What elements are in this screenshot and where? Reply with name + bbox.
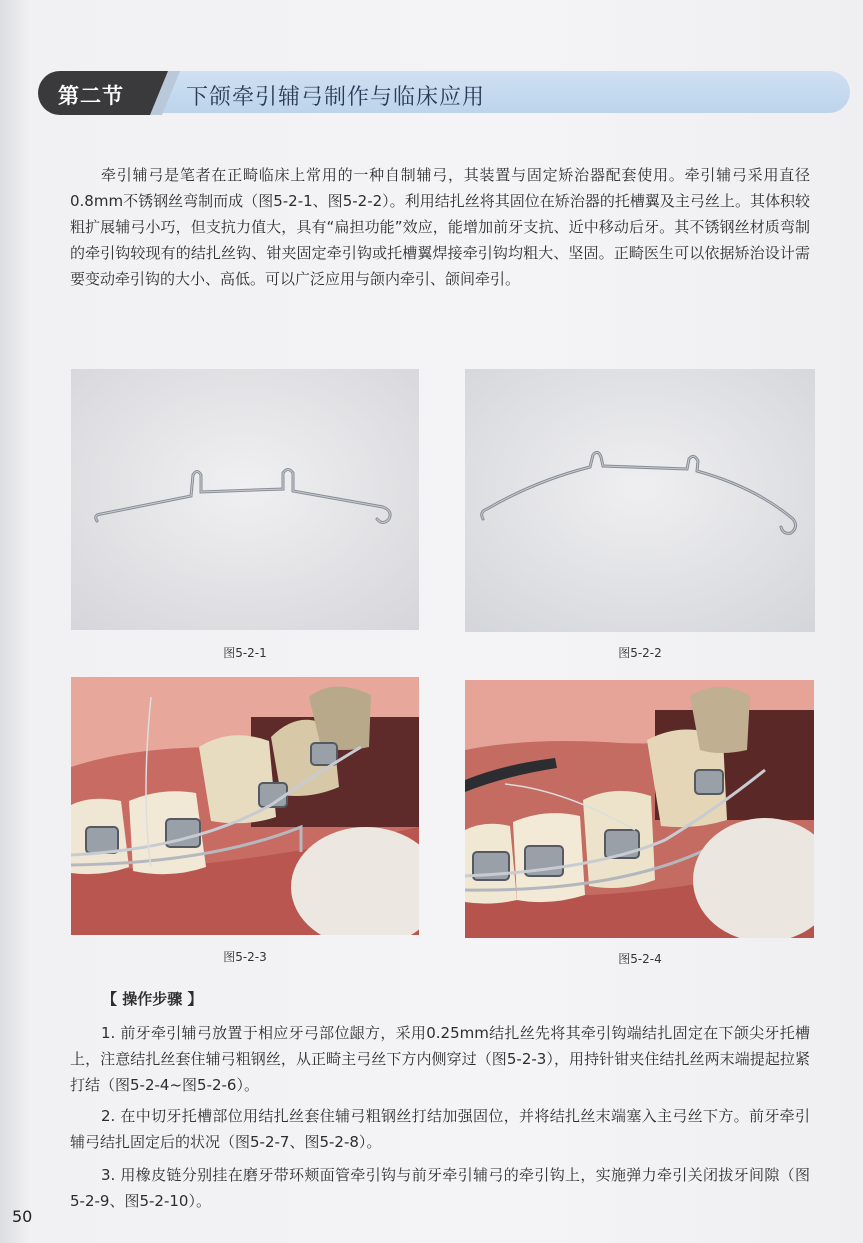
caption-fig-5-2-3: 图5-2-3: [223, 950, 267, 964]
figure-5-2-4-photo: [465, 680, 814, 938]
caption-fig-5-2-1: 图5-2-1: [223, 646, 267, 660]
operation-step-2: 2. 在中切牙托槽部位用结扎丝套住辅弓粗钢丝打结加强固位，并将结扎丝末端塞入主弓丝下方。前牙牵引辅弓结扎固定后的状况（图5-2-7、图5-2-8）。: [70, 1107, 810, 1151]
caption-fig-5-2-4: 图5-2-4: [618, 952, 662, 966]
operation-steps-heading: 【 操作步骤 】: [102, 990, 203, 1008]
figure-5-2-3-photo: [71, 677, 419, 935]
figure-5-2-2-photo: [465, 369, 815, 632]
operation-step-3: 3. 用橡皮链分别挂在磨牙带环颊面管牵引钩与前牙牵引辅弓的牵引钩上，实施弹力牵引关闭拔牙间隙（图5-2-9、图5-2-10）。: [70, 1166, 810, 1210]
section-title: 下颌牵引辅弓制作与临床应用: [186, 85, 486, 110]
page-number: 50: [12, 1207, 33, 1226]
figure-5-2-1-photo: [71, 369, 419, 630]
caption-fig-5-2-2: 图5-2-2: [618, 646, 662, 660]
intro-paragraph: 牵引辅弓是笔者在正畸临床上常用的一种自制辅弓，其装置与固定矫治器配套使用。牵引辅弓采用直径0.8mm不锈钢丝弯制而成（图5-2-1、图5-2-2）。利用结扎丝将其固位在矫治器的托槽翼及主弓丝上。其体积较粗扩展辅弓小巧，但支抗力值大，具有“扁担功能”效应，能增加前牙支抗、近中移动后牙。其不锈钢丝材质弯制的牵引钩较现有的结扎丝钩、钳夹固定牵引钩或托槽翼焊接牵引钩均粗大、坚固。正畸医生可以依据矫治设计需要变动牵引钩的大小、高低。可以广泛应用与颌内牵引、颌间牵引。: [70, 166, 810, 288]
operation-step-1: 1. 前牙牵引辅弓放置于相应牙弓部位龈方，采用0.25mm结扎丝先将其牵引钩端结扎固定在下颌尖牙托槽上，注意结扎丝套住辅弓粗钢丝，从正畸主弓丝下方内侧穿过（图5-2-3），用持针钳夹住结扎丝两末端提起拉紧打结（图5-2-4~图5-2-6）。: [70, 1024, 810, 1094]
section-number: 第二节: [58, 84, 124, 108]
